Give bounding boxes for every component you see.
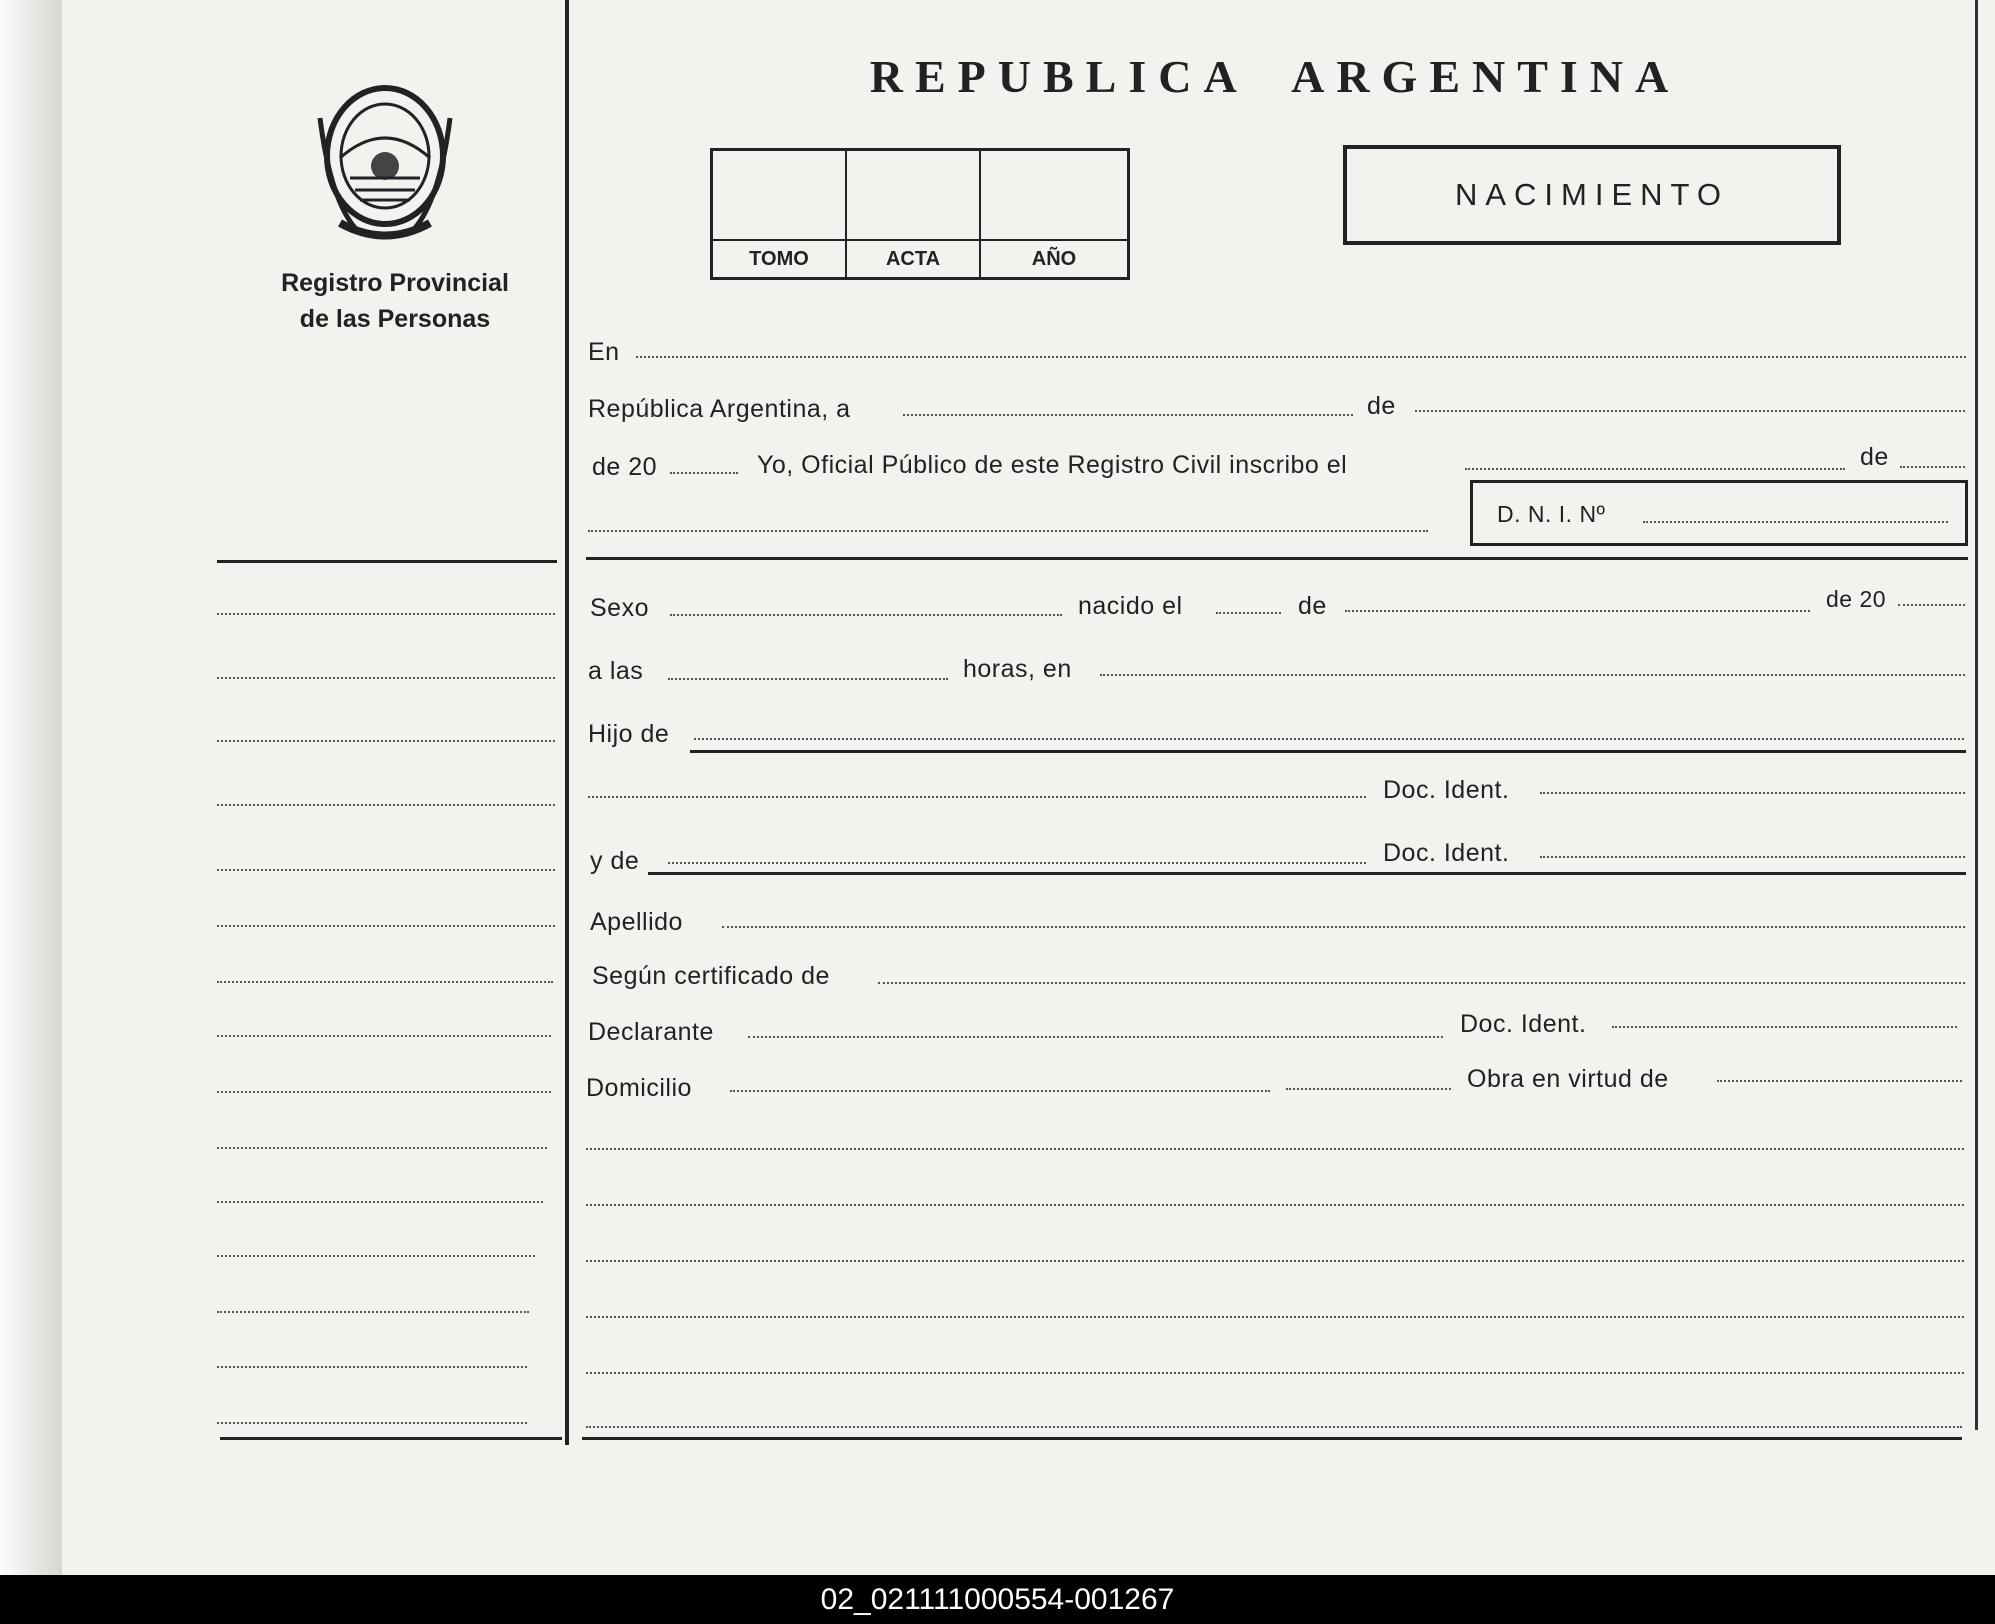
label-y-de: y de	[590, 847, 640, 875]
acta-label: ACTA	[885, 248, 941, 270]
margin-divider	[565, 0, 569, 1445]
field-hijo-de[interactable]	[694, 738, 1964, 740]
tomo-cell[interactable]	[713, 151, 847, 277]
left-note-line[interactable]	[217, 1255, 535, 1257]
registry-line-2: de las Personas	[299, 305, 491, 333]
label-de20-birth: de 20	[1826, 586, 1887, 612]
registry-line-1: Registro Provincial	[281, 269, 509, 297]
left-note-line[interactable]	[217, 1201, 543, 1203]
dni-box	[1470, 480, 1968, 546]
field-parent-1-continued[interactable]	[588, 796, 1366, 798]
label-nacido-el: nacido el	[1078, 592, 1183, 620]
tomo-label: TOMO	[749, 248, 809, 270]
bottom-rule	[582, 1437, 1962, 1440]
field-dni[interactable]	[1643, 521, 1948, 523]
label-doc-ident-2: Doc. Ident.	[1383, 839, 1510, 867]
label-de20: de 20	[592, 453, 658, 481]
notes-line[interactable]	[586, 1316, 1964, 1318]
label-doc-ident-1: Doc. Ident.	[1383, 776, 1510, 804]
anio-cell[interactable]	[981, 151, 1127, 277]
field-doc-ident-2[interactable]	[1540, 856, 1965, 858]
left-note-line[interactable]	[217, 1147, 547, 1149]
page-title: REPUBLICA ARGENTINA	[869, 51, 1681, 102]
field-birth-place[interactable]	[1100, 674, 1965, 676]
field-birth-day[interactable]	[1216, 612, 1281, 614]
section-rule-parent-2	[648, 872, 1966, 875]
label-sexo: Sexo	[590, 594, 649, 622]
image-caption: 02_021111000554-001267	[0, 1575, 1995, 1624]
label-en: En	[588, 338, 620, 366]
notes-line[interactable]	[586, 1148, 1964, 1150]
field-inscribe-continued[interactable]	[588, 530, 1428, 532]
left-margin-rule-top	[217, 560, 557, 563]
left-note-line[interactable]	[217, 613, 555, 615]
field-month[interactable]	[1415, 410, 1965, 412]
field-declarante[interactable]	[748, 1036, 1443, 1038]
registry-name	[250, 265, 540, 337]
right-border	[1975, 0, 1978, 1430]
field-sexo[interactable]	[670, 614, 1062, 616]
field-doc-ident-3[interactable]	[1612, 1026, 1957, 1028]
left-note-line[interactable]	[217, 1035, 551, 1037]
field-en[interactable]	[636, 356, 1966, 358]
label-domicilio: Domicilio	[586, 1074, 692, 1102]
notes-line[interactable]	[586, 1372, 1964, 1374]
section-rule-1	[586, 557, 1968, 560]
field-hour[interactable]	[668, 678, 948, 680]
anio-label: AÑO	[1031, 248, 1077, 270]
label-de-3: de	[1298, 592, 1327, 620]
label-republica: República Argentina, a	[588, 395, 851, 423]
acta-cell[interactable]	[847, 151, 981, 277]
label-segun: Según certificado de	[592, 962, 830, 990]
label-horas-en: horas, en	[963, 655, 1072, 683]
record-number-box	[710, 148, 1130, 280]
field-inscribe[interactable]	[1465, 468, 1845, 470]
label-declarante: Declarante	[588, 1018, 714, 1046]
left-note-line[interactable]	[217, 1311, 529, 1313]
left-margin-rule-bottom	[220, 1437, 562, 1440]
field-inscribe-de[interactable]	[1900, 466, 1965, 468]
field-day[interactable]	[903, 414, 1353, 416]
field-y-de[interactable]	[668, 862, 1366, 864]
field-doc-ident-1[interactable]	[1540, 792, 1965, 794]
label-de-2: de	[1860, 443, 1889, 471]
page-binding-edge	[0, 0, 62, 1575]
notes-line[interactable]	[586, 1426, 1962, 1428]
notes-line[interactable]	[586, 1204, 1964, 1206]
notes-line[interactable]	[586, 1260, 1964, 1262]
field-domicilio[interactable]	[730, 1090, 1270, 1092]
label-yo-oficial: Yo, Oficial Público de este Registro Civil inscribo el	[757, 451, 1348, 479]
provincial-seal-icon	[310, 78, 460, 240]
left-note-line[interactable]	[217, 1366, 527, 1368]
field-year[interactable]	[670, 472, 738, 474]
left-note-line[interactable]	[217, 925, 555, 927]
label-obra: Obra en virtud de	[1467, 1065, 1669, 1093]
left-note-line[interactable]	[217, 1422, 527, 1424]
left-note-line[interactable]	[217, 804, 555, 806]
field-obra[interactable]	[1717, 1080, 1962, 1082]
left-note-line[interactable]	[217, 869, 555, 871]
document-type-box: NACIMIENTO	[1343, 145, 1841, 245]
label-doc-ident-3: Doc. Ident.	[1460, 1010, 1587, 1038]
label-de-1: de	[1367, 392, 1396, 420]
label-apellido: Apellido	[590, 908, 683, 936]
field-apellido[interactable]	[722, 926, 1965, 928]
label-dni: D. N. I. Nº	[1497, 501, 1606, 527]
label-hijo-de: Hijo de	[588, 720, 670, 748]
left-note-line[interactable]	[217, 677, 555, 679]
section-rule-parent-1	[690, 750, 1966, 753]
field-certificado[interactable]	[878, 982, 1965, 984]
left-note-line[interactable]	[217, 981, 553, 983]
left-note-line[interactable]	[217, 1091, 551, 1093]
field-domicilio-2[interactable]	[1286, 1088, 1451, 1090]
label-a-las: a las	[588, 657, 644, 685]
left-note-line[interactable]	[217, 740, 555, 742]
field-birth-year[interactable]	[1898, 604, 1965, 606]
field-birth-month[interactable]	[1345, 610, 1810, 612]
